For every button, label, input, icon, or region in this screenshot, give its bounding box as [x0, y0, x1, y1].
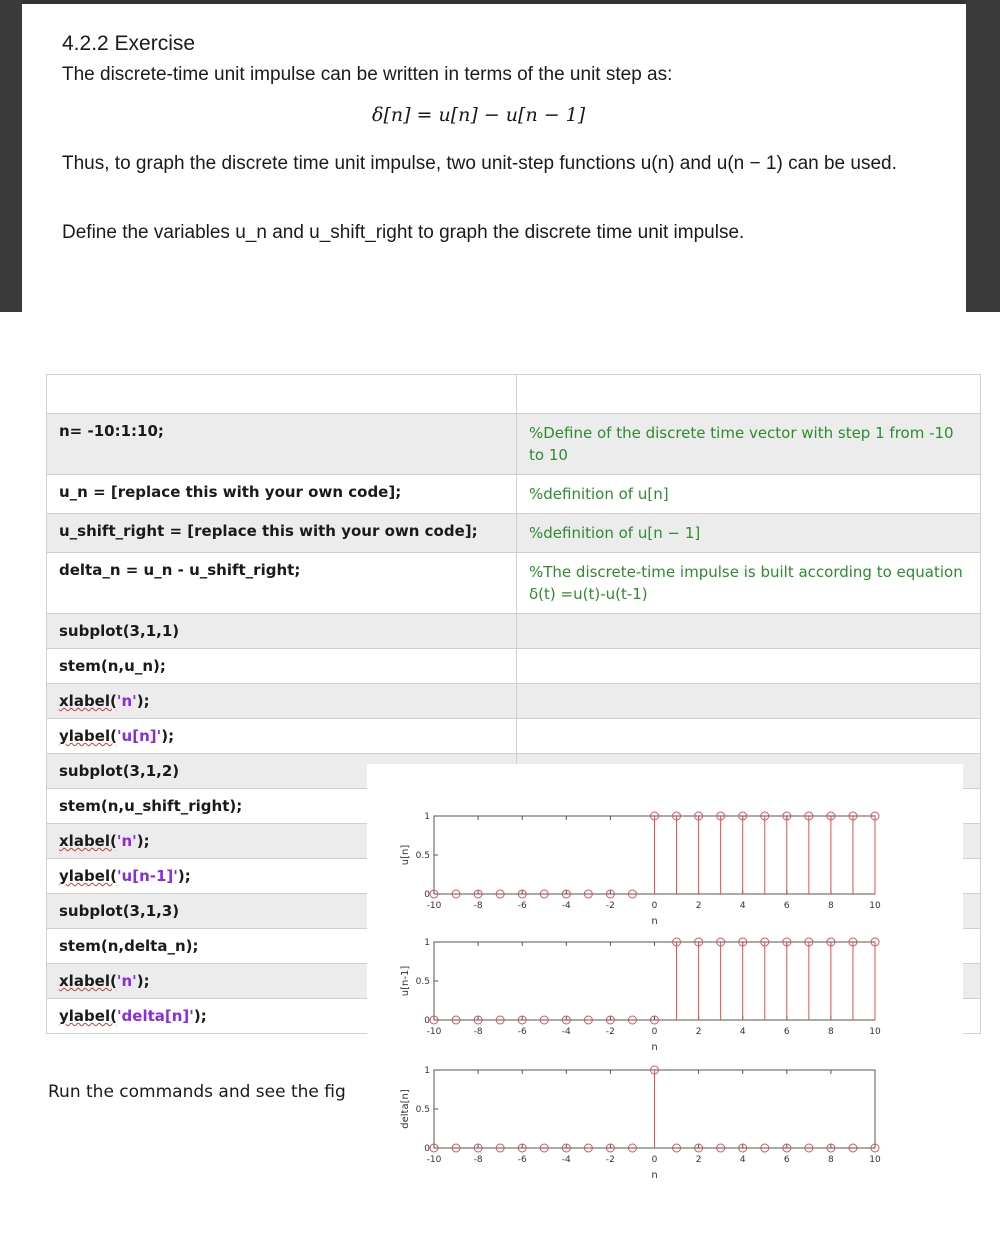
x-tick-label: 6: [783, 1027, 790, 1037]
y-tick-label: 0.5: [415, 1105, 430, 1115]
right-dark-border: [966, 0, 1000, 312]
x-tick-label: 8: [828, 1155, 834, 1165]
x-tick-label: 10: [869, 1027, 881, 1037]
y-tick-label: 0: [424, 1144, 430, 1154]
x-tick-label: 2: [695, 1155, 702, 1165]
table-row: [47, 475, 981, 514]
x-tick-label: 6: [783, 901, 790, 911]
y-axis-label: delta[n]: [400, 1089, 411, 1129]
x-axis-label: n: [651, 1042, 658, 1053]
x-tick-label: 2: [695, 1027, 702, 1037]
table-header-row: [47, 375, 981, 414]
exercise-instruction: Define the variables u_n and u_shift_right to graph the discrete time unit impulse.: [62, 222, 745, 243]
x-tick-label: 10: [869, 901, 881, 911]
x-tick-label: -4: [561, 901, 571, 911]
exercise-title: 4.2.2 Exercise: [62, 32, 196, 55]
x-tick-label: 10: [869, 1155, 881, 1165]
x-tick-label: -6: [517, 901, 527, 911]
x-tick-label: -10: [426, 1027, 442, 1037]
x-tick-label: -10: [426, 901, 442, 911]
x-tick-label: -4: [561, 1155, 571, 1165]
y-axis-label: u[n]: [400, 844, 411, 866]
code-cell: u_shift_right = [replace this with your own code];: [47, 514, 517, 553]
x-axis-label: n: [651, 1170, 658, 1181]
table-row: [47, 414, 981, 475]
table-row: [47, 553, 981, 614]
y-tick-label: 1: [424, 938, 430, 948]
x-tick-label: -10: [426, 1155, 442, 1165]
x-tick-label: 0: [651, 1027, 658, 1037]
y-tick-label: 0: [424, 890, 430, 900]
y-tick-label: 1: [424, 1066, 430, 1076]
table-row: [47, 684, 981, 719]
exercise-panel: [22, 4, 966, 312]
code-cell: xlabel('n');: [47, 684, 517, 719]
comment-cell: %Define of the discrete time vector with step 1 from -10 to 10: [517, 414, 981, 475]
x-tick-label: -2: [605, 901, 615, 911]
x-tick-label: 8: [828, 901, 834, 911]
x-tick-label: -6: [517, 1155, 527, 1165]
exercise-intro: The discrete-time unit impulse can be written in terms of the unit step as:: [62, 64, 673, 85]
code-cell: delta_n = u_n - u_shift_right;: [47, 553, 517, 614]
y-tick-label: 0.5: [415, 851, 430, 861]
code-cell: subplot(3,1,1): [47, 614, 517, 649]
code-cell: stem(n,delta_n);: [47, 929, 517, 964]
code-cell: ylabel('delta[n]');: [47, 999, 517, 1034]
x-tick-label: 6: [783, 1155, 790, 1165]
run-instruction: Run the commands and see the fig: [48, 1082, 346, 1102]
x-tick-label: 8: [828, 1027, 834, 1037]
comment-cell: %definition of u[n]: [517, 475, 981, 514]
x-tick-label: -8: [473, 901, 483, 911]
y-tick-label: 0.5: [415, 977, 430, 987]
table-row: [47, 514, 981, 553]
left-dark-border: [0, 0, 22, 312]
code-cell: xlabel('n');: [47, 964, 517, 999]
stem-plots-svg: [367, 764, 963, 1236]
table-row: [47, 649, 981, 684]
code-cell: xlabel('n');: [47, 824, 517, 859]
code-cell: ylabel('u[n]');: [47, 719, 517, 754]
exercise-explanation: Thus, to graph the discrete time unit impulse, two unit-step functions u(n) and u(n − 1) can be used.: [62, 153, 897, 174]
x-tick-label: -4: [561, 1027, 571, 1037]
x-tick-label: -6: [517, 1027, 527, 1037]
x-tick-label: 4: [739, 901, 746, 911]
code-cell: ylabel('u[n-1]');: [47, 859, 517, 894]
comment-cell: %definition of u[n − 1]: [517, 514, 981, 553]
code-cell: n= -10:1:10;: [47, 414, 517, 475]
x-tick-label: -8: [473, 1027, 483, 1037]
impulse-equation: δ[n] = u[n] − u[n − 1]: [372, 104, 586, 126]
x-tick-label: 4: [739, 1155, 746, 1165]
code-cell: u_n = [replace this with your own code];: [47, 475, 517, 514]
x-tick-label: -8: [473, 1155, 483, 1165]
code-cell: subplot(3,1,3): [47, 894, 517, 929]
x-tick-label: 4: [739, 1027, 746, 1037]
stem-figure: [367, 764, 963, 1236]
code-cell: stem(n,u_shift_right);: [47, 789, 517, 824]
y-tick-label: 1: [424, 812, 430, 822]
x-tick-label: -2: [605, 1027, 615, 1037]
x-tick-label: 2: [695, 901, 702, 911]
x-tick-label: -2: [605, 1155, 615, 1165]
table-row: [47, 614, 981, 649]
x-axis-label: n: [651, 916, 658, 927]
table-row: [47, 719, 981, 754]
x-tick-label: 0: [651, 901, 658, 911]
y-axis-label: u[n-1]: [400, 965, 411, 997]
code-cell: subplot(3,1,2): [47, 754, 517, 789]
comment-cell: %The discrete-time impulse is built according to equation δ(t) =u(t)-u(t-1): [517, 553, 981, 614]
y-tick-label: 0: [424, 1016, 430, 1026]
code-cell: stem(n,u_n);: [47, 649, 517, 684]
x-tick-label: 0: [651, 1155, 658, 1165]
